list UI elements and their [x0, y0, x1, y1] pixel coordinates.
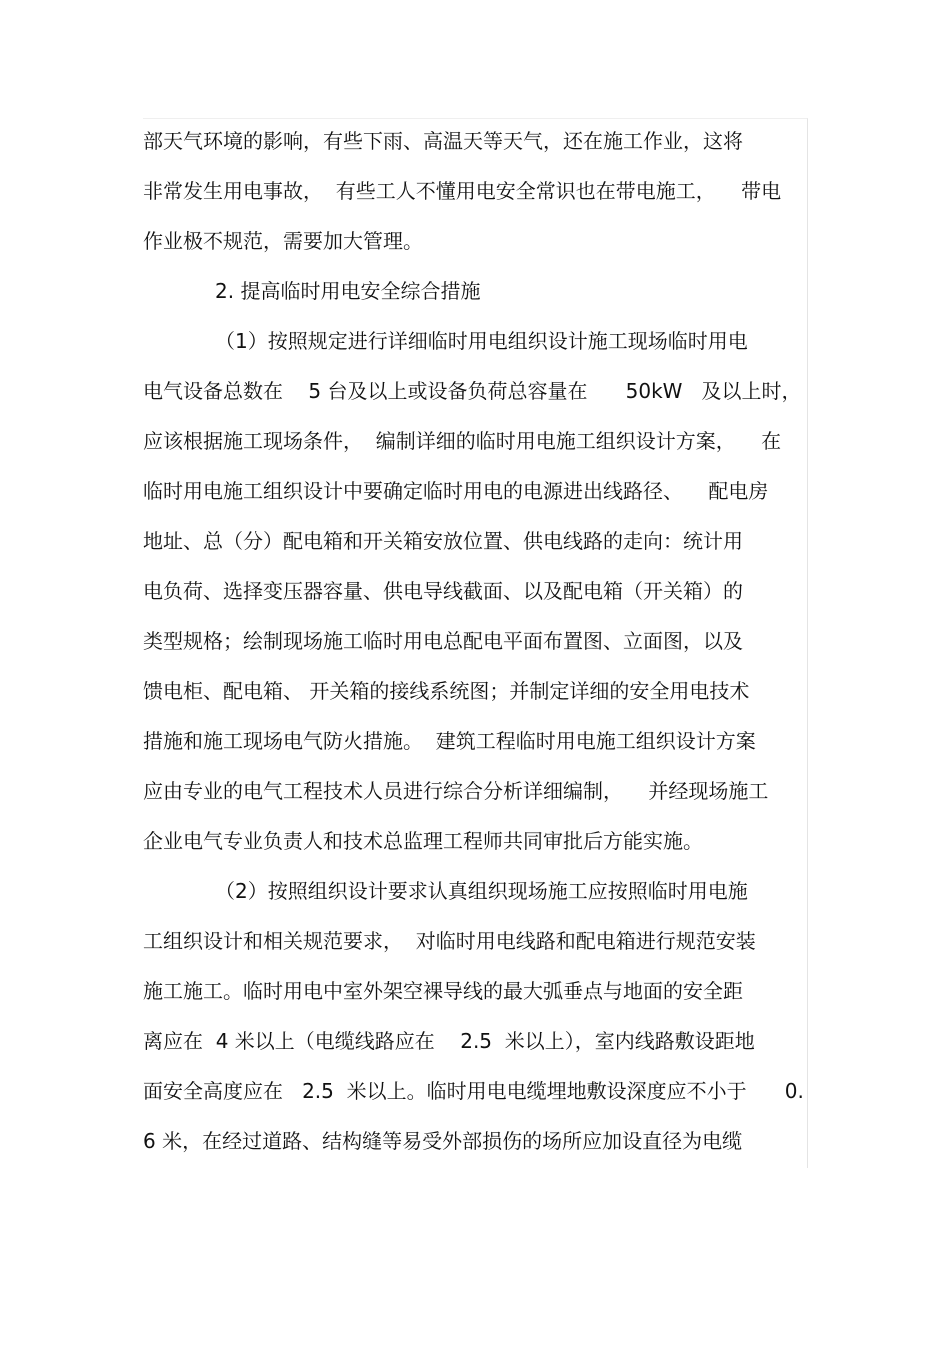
- paragraph-line: 馈电柜、配电箱、 开关箱的接线系统图；并制定详细的安全用电技术: [143, 679, 750, 703]
- paragraph-line: 电气设备总数在 5 台及以上或设备负荷总容量在 50kW 及以上时，: [143, 379, 802, 403]
- paragraph-line: 企业电气专业负责人和技术总监理工程师共同审批后方能实施。: [143, 829, 703, 853]
- paragraph-line: 离应在 4 米以上（电缆线路应在 2.5 米以上），室内线路敷设距地: [143, 1029, 755, 1053]
- paragraph-line: 作业极不规范，需要加大管理。: [143, 229, 423, 253]
- paragraph-line: 措施和施工现场电气防火措施。 建筑工程临时用电施工组织设计方案: [143, 729, 756, 753]
- paragraph-line: 类型规格；绘制现场施工临时用电总配电平面布置图、立面图，以及: [143, 629, 743, 653]
- section-heading: 2. 提高临时用电安全综合措施: [215, 279, 481, 303]
- paragraph-line: 地址、总（分）配电箱和开关箱安放位置、供电线路的走向：统计用: [143, 529, 743, 553]
- paragraph-line: 面安全高度应在 2.5 米以上。临时用电电缆埋地敷设深度应不小于 0.: [143, 1079, 804, 1103]
- paragraph-line: 应该根据施工现场条件， 编制详细的临时用电施工组织设计方案， 在: [143, 429, 782, 453]
- paragraph-line: 电负荷、选择变压器容量、供电导线截面、以及配电箱（开关箱）的: [143, 579, 743, 603]
- paragraph-line: 工组织设计和相关规范要求， 对临时用电线路和配电箱进行规范安装: [143, 929, 756, 953]
- paragraph-line: 应由专业的电气工程技术人员进行综合分析详细编制， 并经现场施工: [143, 779, 769, 803]
- paragraph-line: 施工施工。临时用电中室外架空裸导线的最大弧垂点与地面的安全距: [143, 979, 743, 1003]
- paragraph-line: 6 米，在经过道路、结构缝等易受外部损伤的场所应加设直径为电缆: [143, 1129, 743, 1153]
- subsection-heading: （1）按照规定进行详细临时用电组织设计施工现场临时用电: [215, 329, 748, 353]
- paragraph-line: 非常发生用电事故， 有些工人不懂用电安全常识也在带电施工， 带电: [143, 179, 782, 203]
- paragraph-line: 临时用电施工组织设计中要确定临时用电的电源进出线路径、 配电房: [143, 479, 769, 503]
- subsection-heading: （2）按照组织设计要求认真组织现场施工应按照临时用电施: [215, 879, 748, 903]
- paragraph-line: 部天气环境的影响，有些下雨、高温天等天气，还在施工作业，这将: [143, 129, 743, 153]
